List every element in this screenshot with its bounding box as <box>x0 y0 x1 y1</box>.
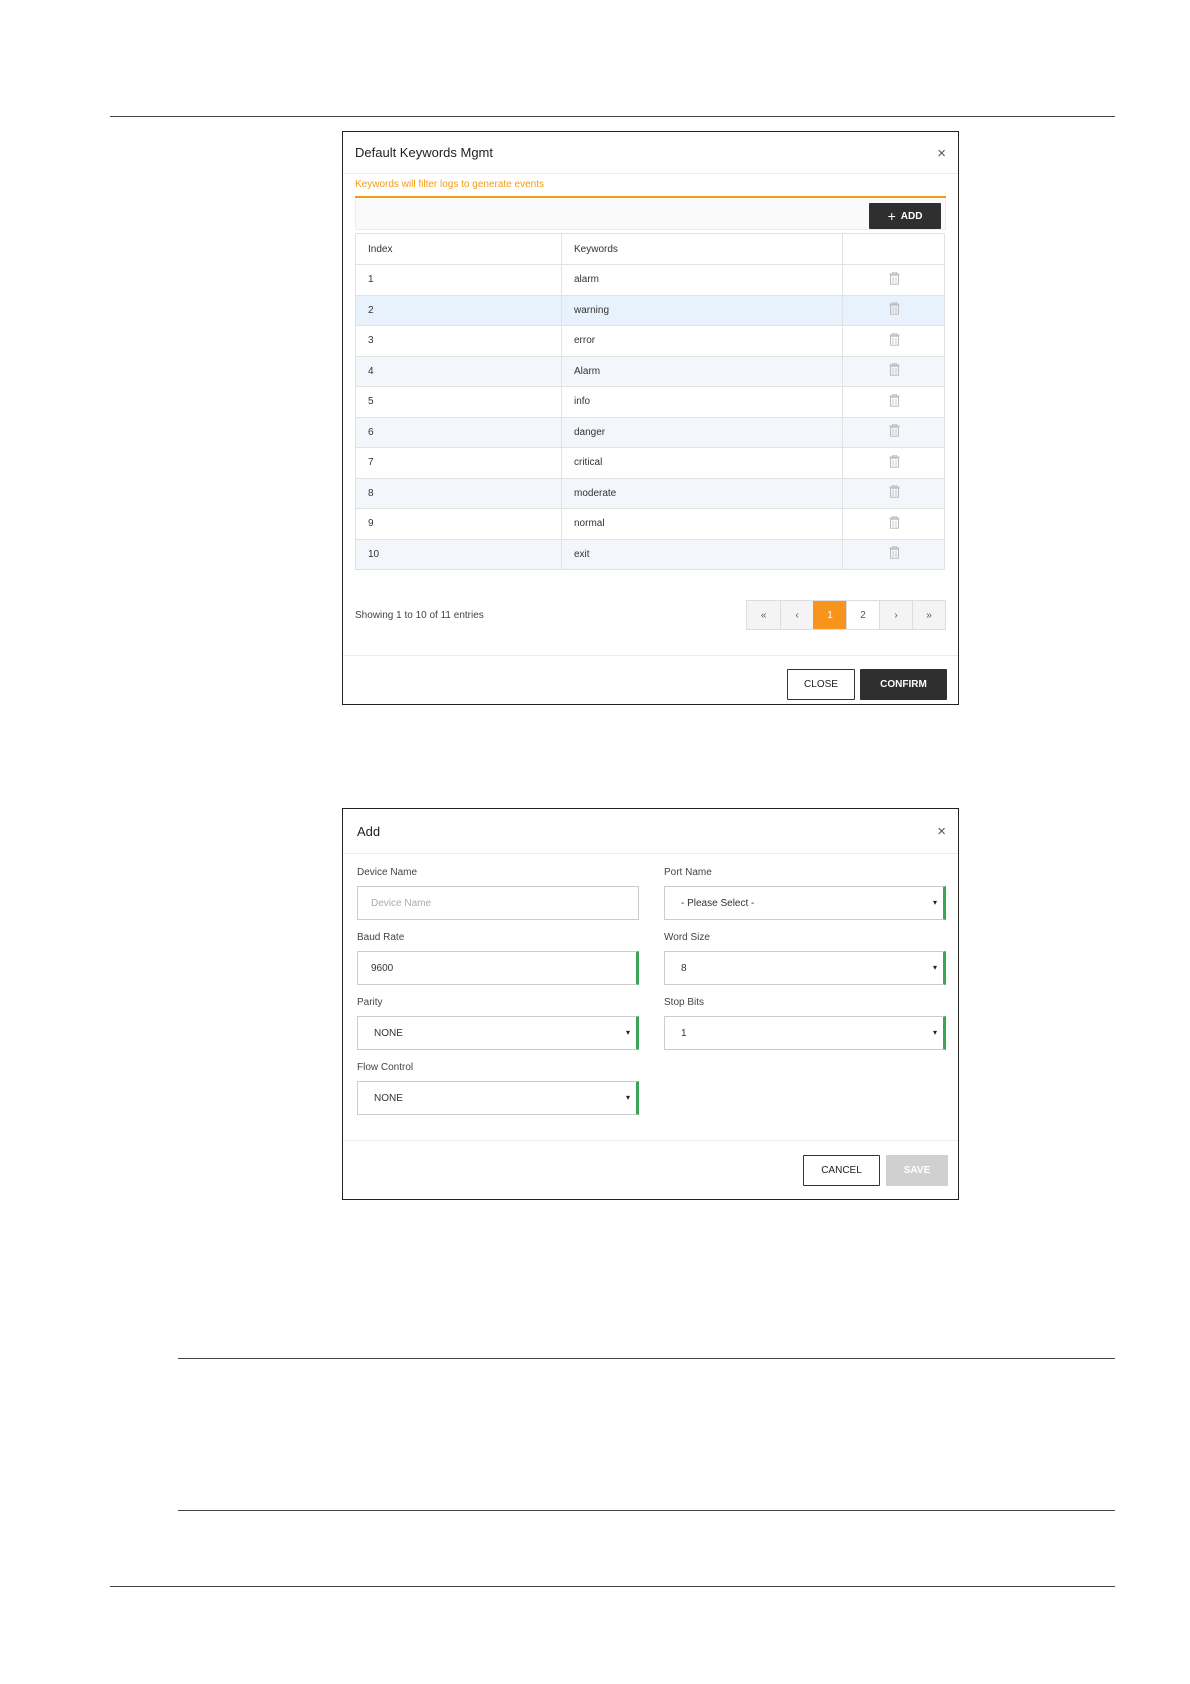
table-row <box>356 539 945 570</box>
chevron-down-icon: ▾ <box>625 1093 630 1102</box>
column-header-actions <box>843 234 945 265</box>
row-actions <box>843 478 945 509</box>
row-keyword: critical <box>562 448 843 479</box>
middle-rule <box>178 1358 1115 1359</box>
header-divider <box>343 853 958 854</box>
table-row <box>356 478 945 509</box>
trash-icon[interactable] <box>889 516 899 528</box>
row-actions <box>843 417 945 448</box>
save-button[interactable]: SAVE <box>886 1155 948 1186</box>
first-page-button[interactable]: « <box>747 601 780 629</box>
header-divider <box>343 173 958 174</box>
row-actions <box>843 326 945 357</box>
footer-divider <box>343 1140 958 1141</box>
bottom-rule <box>110 1586 1115 1587</box>
close-icon[interactable]: × <box>937 145 946 162</box>
page-1-button[interactable]: 1 <box>813 601 846 629</box>
trash-icon[interactable] <box>889 363 899 375</box>
row-index: 3 <box>356 326 562 357</box>
trash-icon[interactable] <box>889 424 899 436</box>
baud-rate-value: 9600 <box>371 962 394 974</box>
row-keyword: error <box>562 326 843 357</box>
chevron-down-icon: ▾ <box>932 963 937 972</box>
word-size-label: Word Size <box>664 932 710 943</box>
port-name-label: Port Name <box>664 867 712 878</box>
parity-label: Parity <box>357 997 383 1008</box>
word-size-value: 8 <box>681 962 687 974</box>
table-row <box>356 265 945 296</box>
row-keyword: Alarm <box>562 356 843 387</box>
close-icon[interactable]: × <box>937 823 946 840</box>
top-rule <box>110 116 1115 117</box>
parity-value: NONE <box>374 1027 403 1039</box>
table-row <box>356 356 945 387</box>
stop-bits-label: Stop Bits <box>664 997 705 1008</box>
trash-icon[interactable] <box>889 485 899 497</box>
trash-icon[interactable] <box>889 546 899 558</box>
row-keyword: moderate <box>562 478 843 509</box>
row-index: 4 <box>356 356 562 387</box>
table-row <box>356 295 945 326</box>
trash-icon[interactable] <box>889 302 899 314</box>
table-row <box>356 448 945 479</box>
confirm-button[interactable]: CONFIRM <box>860 669 947 700</box>
trash-icon[interactable] <box>889 333 899 345</box>
trash-icon[interactable] <box>889 455 899 467</box>
row-actions <box>843 448 945 479</box>
page-2-button[interactable]: 2 <box>846 601 879 629</box>
row-index: 2 <box>356 295 562 326</box>
device-name-placeholder: Device Name <box>371 897 432 909</box>
table-toolbar <box>355 198 946 230</box>
row-actions <box>843 356 945 387</box>
add-device-dialog <box>342 808 959 1200</box>
row-index: 5 <box>356 387 562 418</box>
table-row <box>356 326 945 357</box>
column-header-index[interactable]: Index <box>356 234 562 265</box>
row-index: 8 <box>356 478 562 509</box>
table-row <box>356 417 945 448</box>
device-name-label: Device Name <box>357 867 418 878</box>
table-row <box>356 509 945 540</box>
row-index: 10 <box>356 539 562 570</box>
row-keyword: info <box>562 387 843 418</box>
add-button-label: ADD <box>900 210 923 222</box>
row-index: 7 <box>356 448 562 479</box>
row-index: 9 <box>356 509 562 540</box>
flow-control-value: NONE <box>374 1092 403 1104</box>
next-page-button[interactable]: › <box>879 601 912 629</box>
prev-page-button[interactable]: ‹ <box>780 601 813 629</box>
hint-text: Keywords will filter logs to generate events <box>355 179 544 190</box>
port-name-select[interactable] <box>664 886 946 920</box>
baud-rate-input[interactable] <box>357 951 639 985</box>
last-page-button[interactable]: » <box>912 601 945 629</box>
row-keyword: normal <box>562 509 843 540</box>
lower-rule <box>178 1510 1115 1511</box>
row-keyword: alarm <box>562 265 843 296</box>
chevron-down-icon: ▾ <box>932 898 937 907</box>
row-actions <box>843 265 945 296</box>
footer-divider <box>343 655 958 656</box>
stop-bits-select[interactable] <box>664 1016 946 1050</box>
trash-icon[interactable] <box>889 394 899 406</box>
keywords-dialog <box>342 131 959 705</box>
trash-icon[interactable] <box>889 272 899 284</box>
keywords-table <box>355 233 945 570</box>
flow-control-label: Flow Control <box>357 1062 414 1073</box>
row-actions <box>843 295 945 326</box>
stop-bits-value: 1 <box>681 1027 687 1039</box>
plus-icon: + <box>887 208 896 224</box>
row-index: 1 <box>356 265 562 296</box>
row-index: 6 <box>356 417 562 448</box>
port-name-value: - Please Select - <box>681 897 755 909</box>
row-keyword: warning <box>562 295 843 326</box>
flow-control-select[interactable] <box>357 1081 639 1115</box>
table-header-row <box>356 234 945 265</box>
row-actions <box>843 387 945 418</box>
row-actions <box>843 539 945 570</box>
device-name-input[interactable] <box>357 886 639 920</box>
column-header-keywords[interactable]: Keywords <box>562 234 843 265</box>
pagination <box>746 600 946 630</box>
dialog-title: Add <box>357 824 381 839</box>
add-keyword-button[interactable] <box>869 203 941 229</box>
parity-select[interactable] <box>357 1016 639 1050</box>
table-row <box>356 387 945 418</box>
row-actions <box>843 509 945 540</box>
cancel-button[interactable]: CANCEL <box>803 1155 880 1186</box>
baud-rate-label: Baud Rate <box>357 932 405 943</box>
chevron-down-icon: ▾ <box>625 1028 630 1037</box>
entries-info: Showing 1 to 10 of 11 entries <box>355 610 484 621</box>
dialog-title: Default Keywords Mgmt <box>355 145 493 160</box>
close-button[interactable]: CLOSE <box>787 669 855 700</box>
word-size-select[interactable] <box>664 951 946 985</box>
chevron-down-icon: ▾ <box>932 1028 937 1037</box>
row-keyword: danger <box>562 417 843 448</box>
row-keyword: exit <box>562 539 843 570</box>
